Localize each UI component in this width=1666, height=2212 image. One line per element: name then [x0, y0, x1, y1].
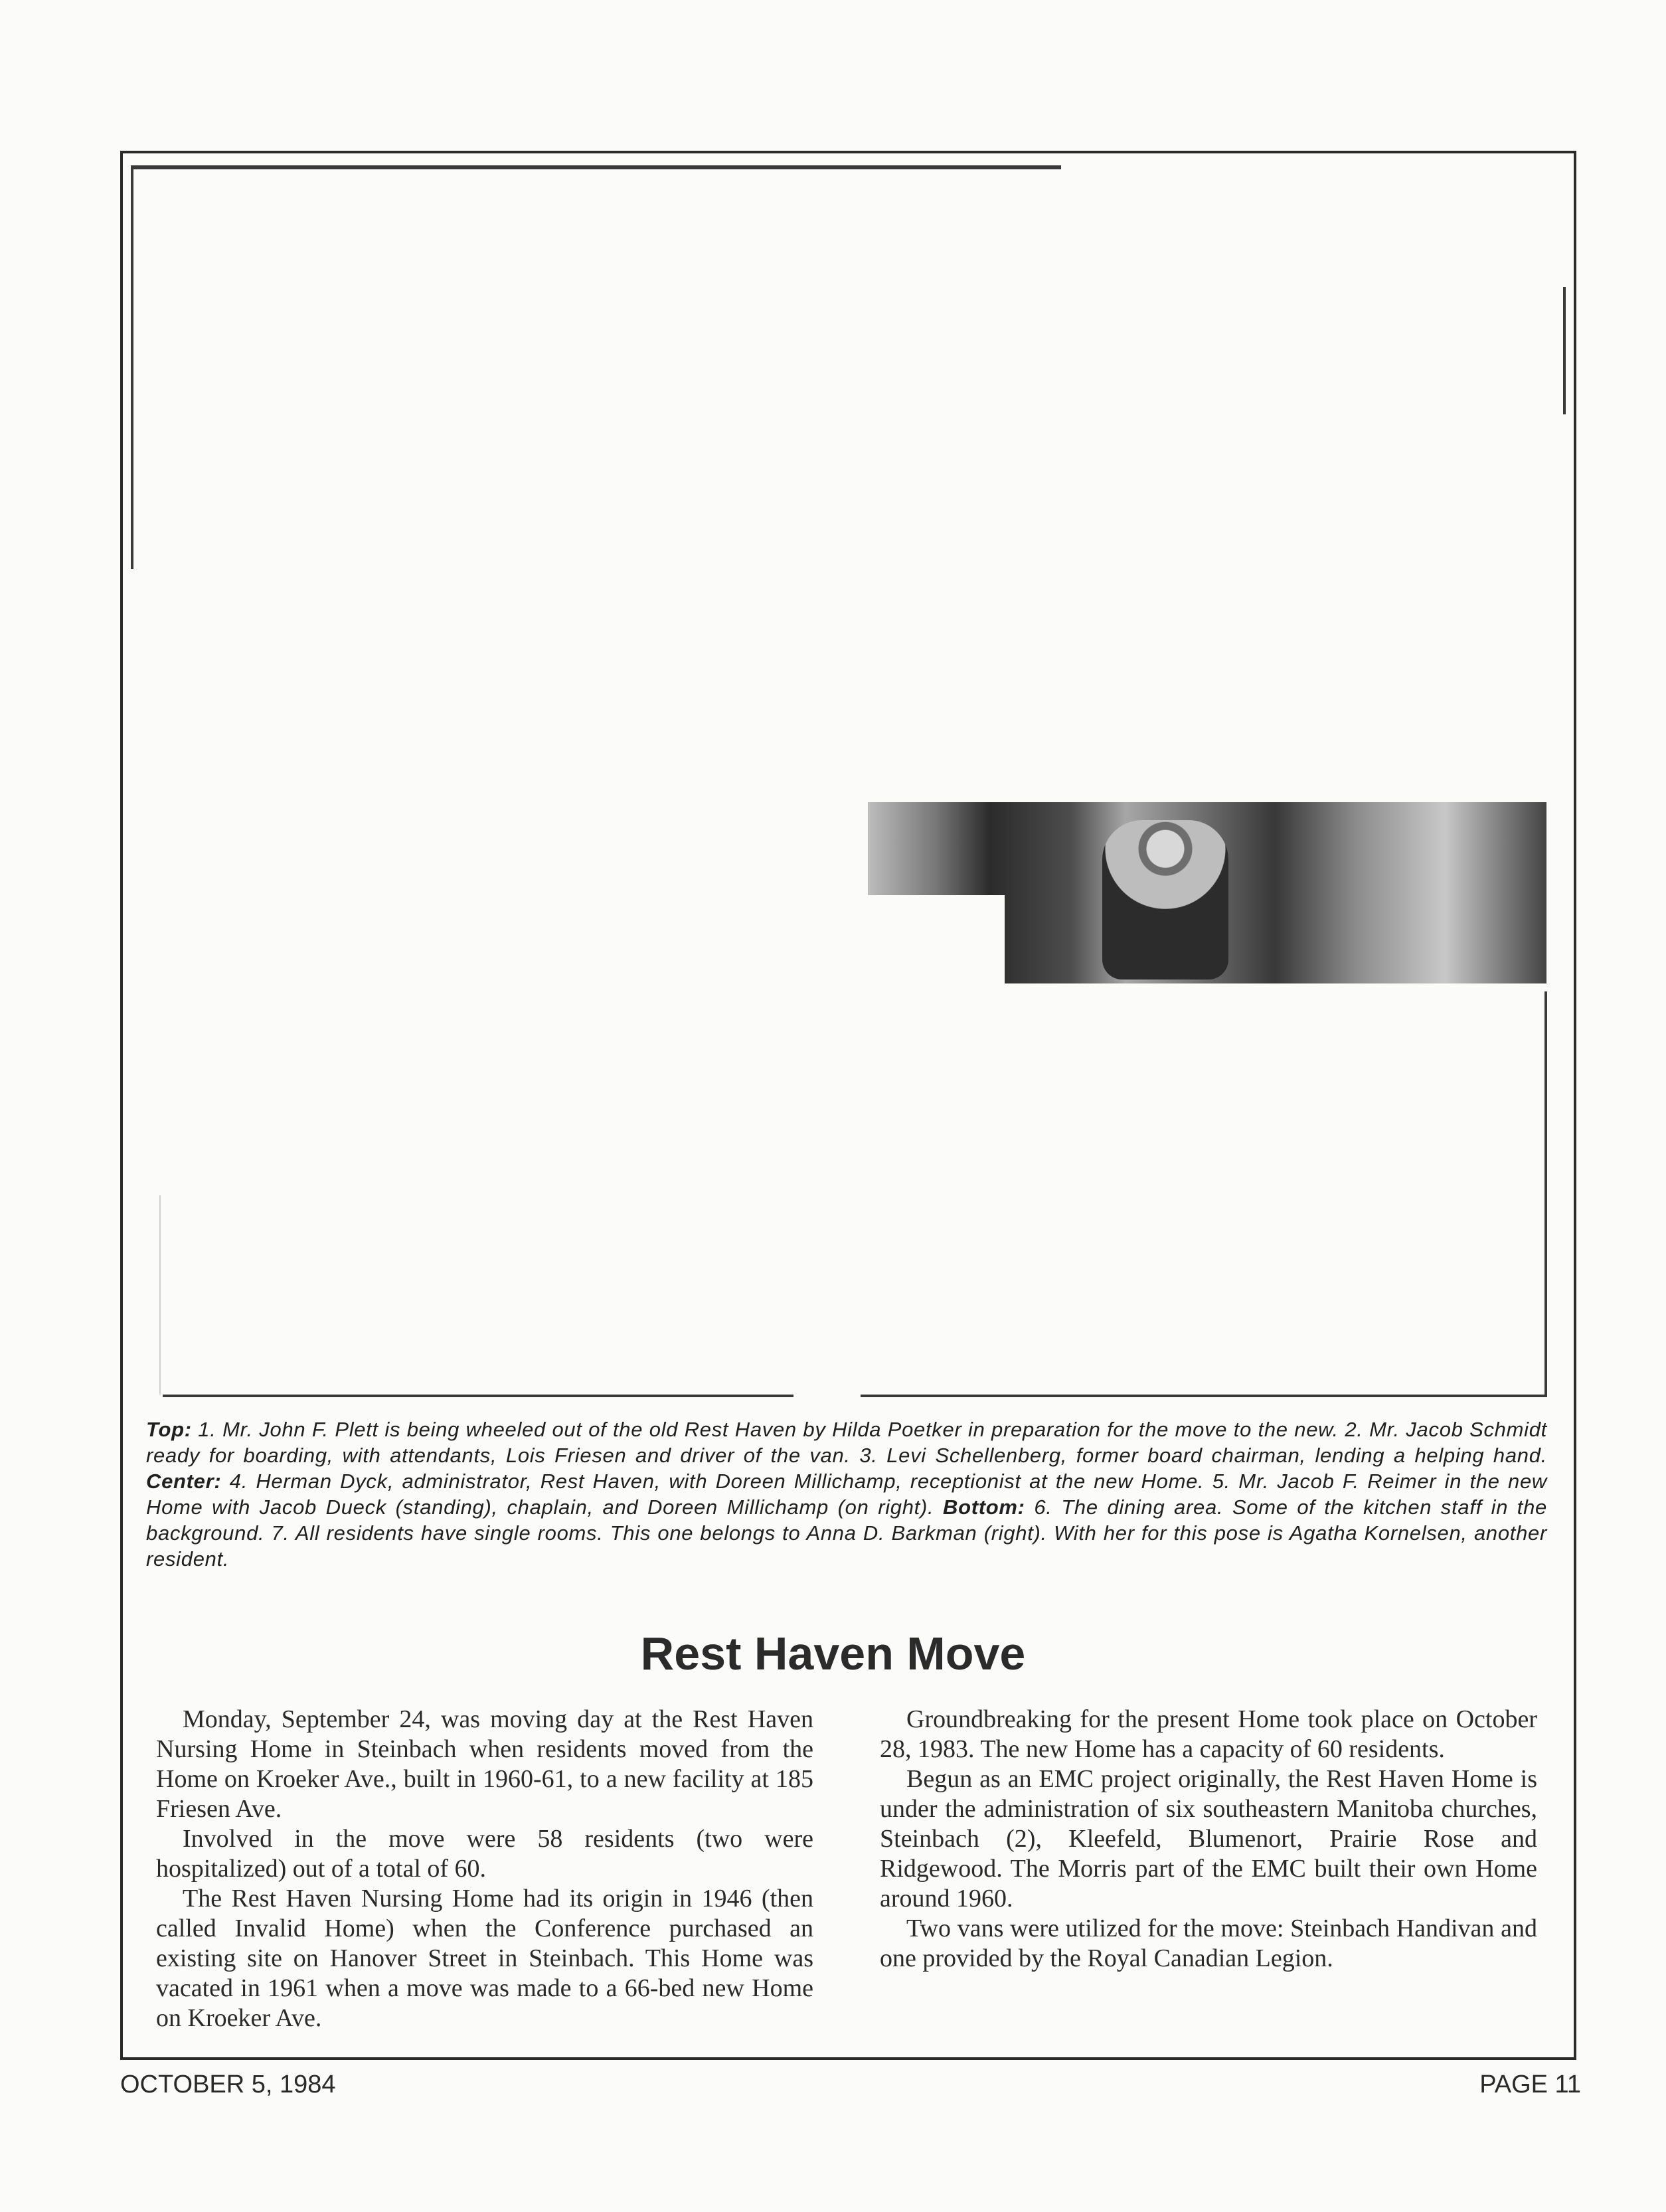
- article-column-right: [880, 1705, 1537, 1974]
- caption-bottom-label: Bottom:: [943, 1495, 1025, 1519]
- article-paragraph: Monday, September 24, was moving day at the Rest Haven Nursing Home in Steinbach when residents moved from the Home on Kroeker Ave., built in 1960-61, to a new facility at 185 Friesen Ave.: [156, 1705, 813, 1823]
- article-paragraph: The Rest Haven Nursing Home had its origin in 1946 (then called Invalid Home) when the Conference purchased an existing site on Hanover Street in Steinbach. This Home was vacated in 1961 when a move was made to a 66-bed new Home on Kroeker Ave.: [156, 1885, 813, 2032]
- article-paragraph: Groundbreaking for the present Home took place on October 28, 1983. The new Home has a capacity of 60 residents.: [880, 1705, 1537, 1763]
- caption-center-text: 4. Herman Dyck, administrator, Rest Haven, with Doreen Millichamp, receptionist at the new Home. 5. Mr. Jacob F. Reimer in the new Home with Jacob Dueck (standing), chaplain, and Doreen Millichamp (on right).: [146, 1470, 1547, 1519]
- bottom-photo-frame-rule: [1544, 991, 1547, 1397]
- article-column-left: [156, 1705, 813, 2033]
- photo-frame-left-rule: [131, 165, 133, 569]
- footer-page-number: PAGE 11: [1479, 2071, 1581, 2098]
- article-paragraph: Two vans were utilized for the move: Steinbach Handivan and one provided by the Royal Canadian Legion.: [880, 1914, 1537, 1972]
- photo-frame-top-rule: [131, 165, 1061, 169]
- article-title: Rest Haven Move: [640, 1628, 1026, 1679]
- caption-center-label: Center:: [146, 1470, 222, 1493]
- caption-top-text: 1. Mr. John F. Plett is being wheeled out of the old Rest Haven by Hilda Poetker in preparation for the move to the new. 2. Mr. Jacob Schmidt ready for boarding, with attendants, Lois Friesen and driver of the van. 3. Levi Schellenberg, former board chairman, lending a helping hand.: [146, 1418, 1547, 1467]
- faint-frame-edge: [159, 1195, 161, 1395]
- article-paragraph: Begun as an EMC project originally, the Rest Haven Home is under the administration of six southeastern Manitoba churches, Steinbach (2), Kleefeld, Blumenort, Prairie Rose and Ridgewood. The Morris part of the EMC built their own Home around 1960.: [880, 1765, 1537, 1913]
- photo-wheelchair-figure: [1102, 820, 1228, 979]
- photo-caption: [146, 1416, 1547, 1572]
- photo-cutout: [868, 895, 1005, 983]
- caption-bottom-text: 6. The dining area. Some of the kitchen staff in the background. 7. All residents have single rooms. This one belongs to Anna D. Barkman (right). With her for this pose is Agatha Kornelsen, another resident.: [146, 1495, 1547, 1571]
- bottom-rule-right: [861, 1395, 1547, 1397]
- caption-top-label: Top:: [146, 1418, 192, 1441]
- photo-frame-right-rule: [1563, 287, 1566, 414]
- article-paragraph: Involved in the move were 58 residents (two were hospitalized) out of a total of 60.: [156, 1825, 813, 1883]
- bottom-rule-left: [163, 1395, 793, 1397]
- footer-date: OCTOBER 5, 1984: [120, 2071, 336, 2098]
